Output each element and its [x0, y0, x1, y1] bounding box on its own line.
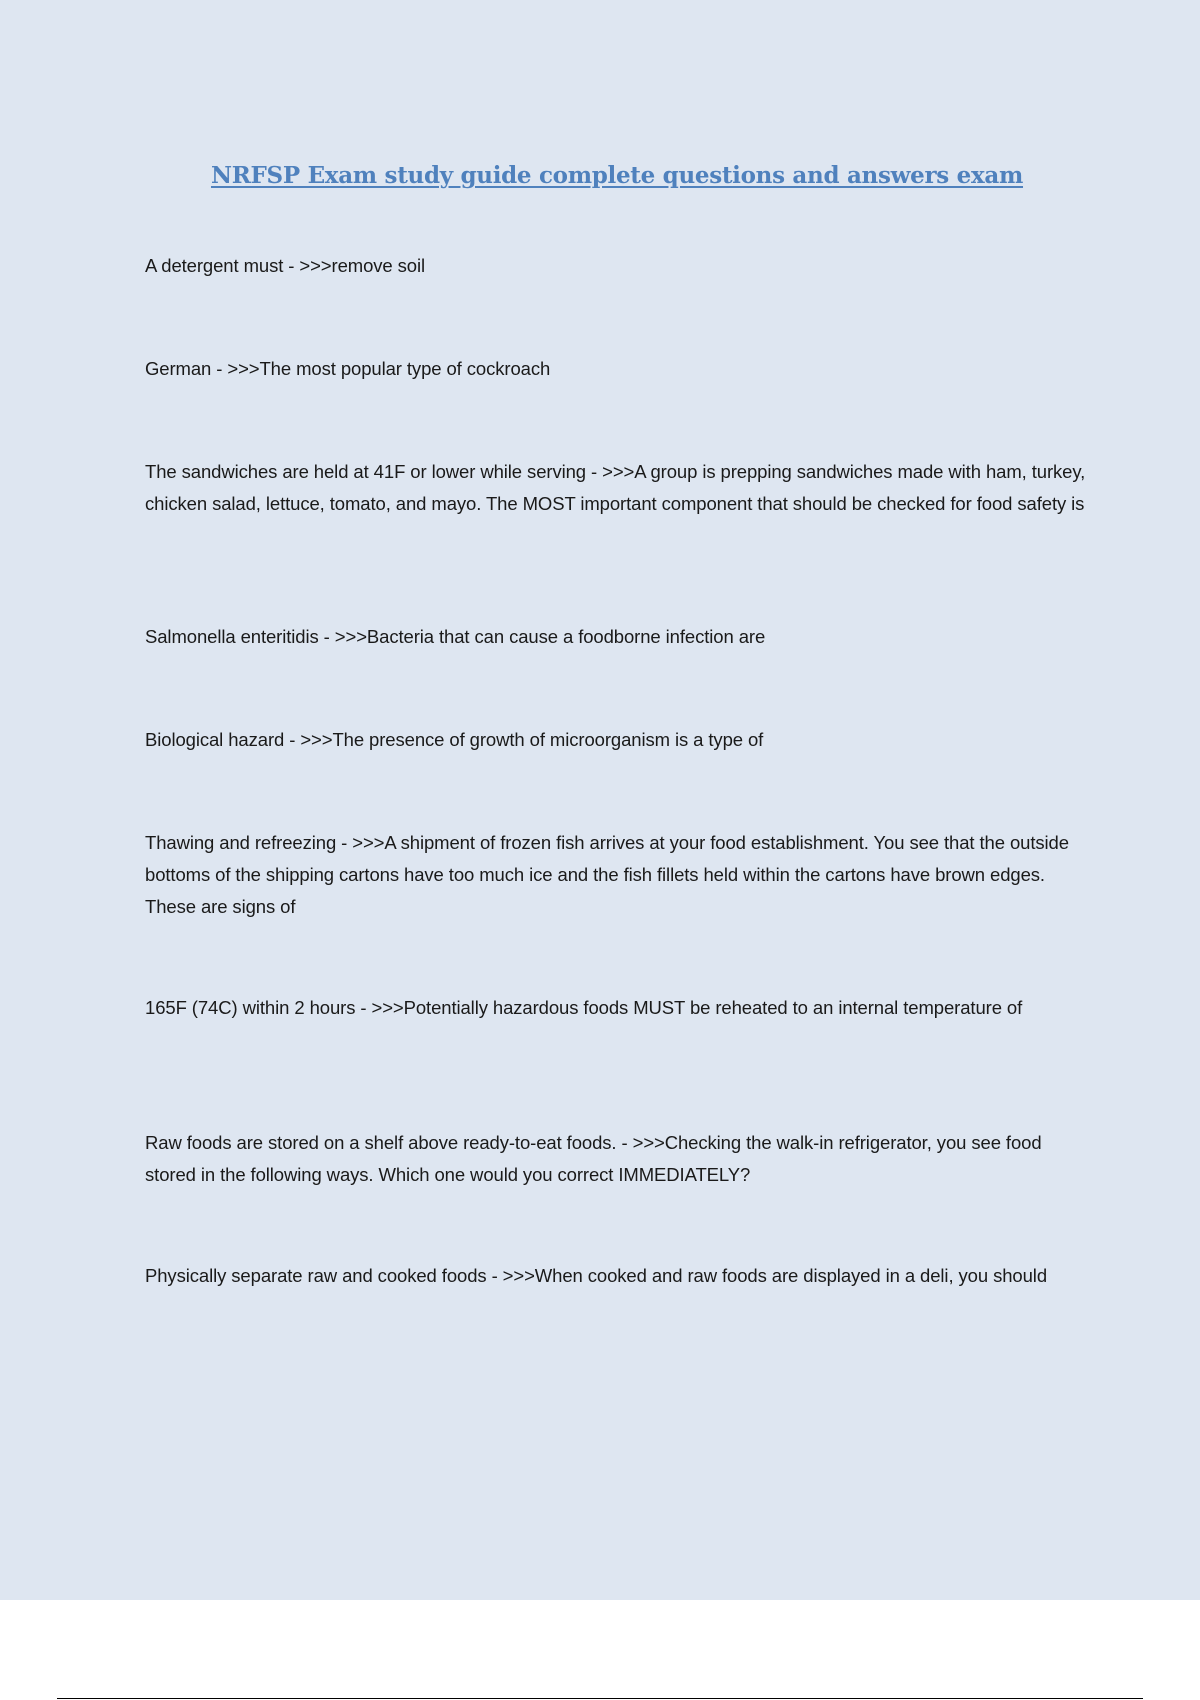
qa-item-7: 165F (74C) within 2 hours - >>>Potentially hazardous foods MUST be reheated to an internal temperature of: [145, 997, 1023, 1018]
document-title: NRFSP Exam study guide complete questions and answers exam: [210, 162, 1024, 189]
qa-item-4: Salmonella enteritidis - >>>Bacteria that can cause a foodborne infection are: [145, 626, 766, 647]
footer-divider: [57, 1698, 1143, 1699]
qa-item-8: Raw foods are stored on a shelf above ready-to-eat foods. - >>>Checking the walk-in refrigerator, you see food stored in the following ways. Which one would you correct IMMEDIATELY?: [145, 1132, 1042, 1185]
qa-item-5: Biological hazard - >>>The presence of growth of microorganism is a type of: [145, 729, 764, 750]
qa-item-6: Thawing and refreezing - >>>A shipment of frozen fish arrives at your food establishment. You see that the outside bottoms of the shipping cartons have too much ice and the fish fillets held within the cartons have brown edges. These are signs of: [145, 832, 1069, 917]
qa-item-2: German - >>>The most popular type of cockroach: [145, 358, 551, 379]
qa-item-3: The sandwiches are held at 41F or lower while serving - >>>A group is prepping sandwiches made with ham, turkey, chicken salad, lettuce, tomato, and mayo. The MOST important component that should be checked for food safety is: [145, 461, 1086, 514]
qa-item-1: A detergent must - >>>remove soil: [145, 255, 425, 276]
qa-item-9: Physically separate raw and cooked foods - >>>When cooked and raw foods are displayed in a deli, you should: [145, 1265, 1048, 1286]
